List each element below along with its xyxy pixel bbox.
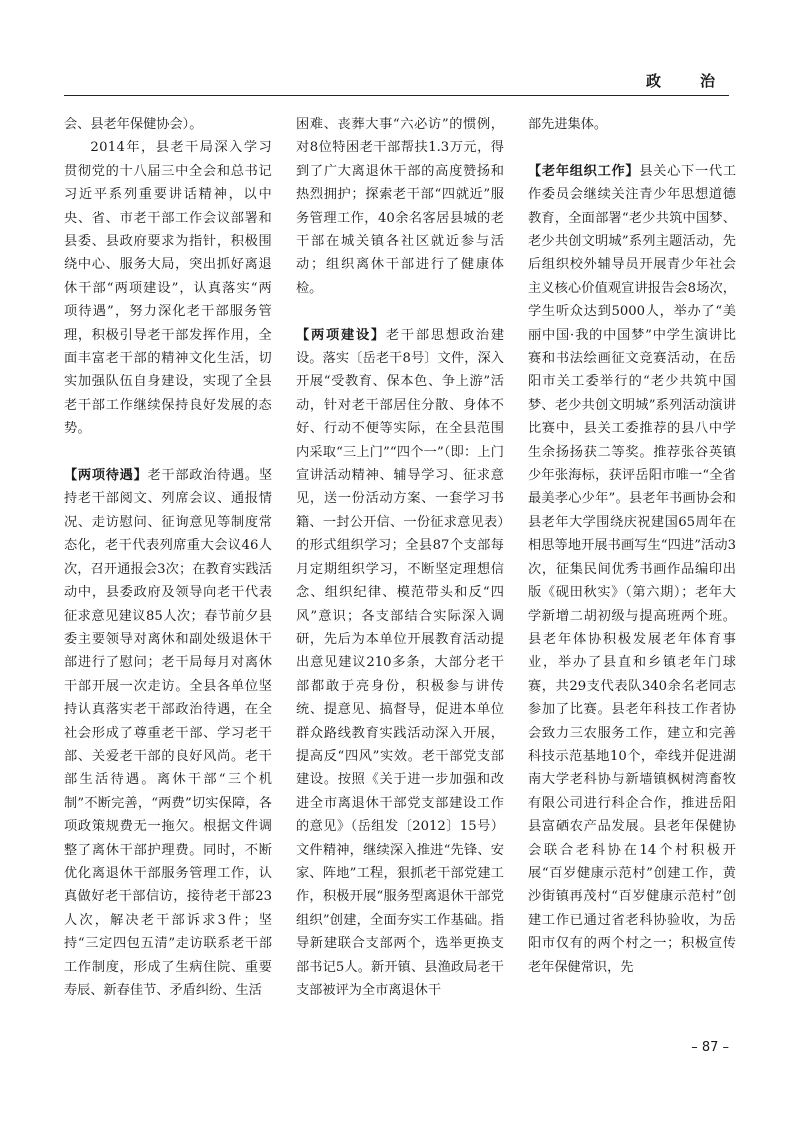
- section-body: 老干部政治待遇。坚持老干部阅文、列席会议、通报情况、走访慰问、征询意见等制度常态化，老干代表列席重大会议46人次，召开通报会3次；在教育实践活动中，县委政府及领导向老干代表征求意见建议85人次；春节前夕县委主要领导对离休和副处级退休干部进行了慰问；老干局每月对离休干部开展一次走访。全县各单位坚持认真落实老干部政治待遇，在全社会形成了尊重老干部、学习老干部、关爱老干部的良好风尚。老干部生活待遇。离休干部“三个机制”不断完善，“两费”切实保障，各项政策规费无一拖欠。根据文件调整了离休干部护理费。同时，不断优化离退休干部服务管理工作，认真做好老干部信访，接待老干部23人次，解决老干部诉求3件；坚持“三定四包五清”走访联系老干部工作制度，形成了生病住院、重要寿辰、新春佳节、矛盾纠纷、生活: [64, 468, 273, 999]
- section-heading: 【两项待遇】: [64, 468, 148, 484]
- intro-paragraph: 2014年，县老干局深入学习贯彻党的十八届三中全会和总书记习近平系列重要讲话精神，以中央、省、市老干部工作会议部署和县委、县政府要求为指针，积极围绕中心、服务大局，突出抓好离退休干部“两项建设”，认真落实“两项待遇”，努力深化老干部服务管理，积极引导老干部发挥作用，全面丰富老干部的精神文化生活，切实加强队伍自身建设，实现了全县老干部工作继续保持良好发展的态势。: [64, 140, 272, 437]
- section-body: 县关心下一代工作委员会继续关注青少年思想道德教育，全面部署“老少共筑中国梦、老少共创文明城”系列主题活动，先后组织校外辅导员开展青少年社会主义核心价值观宣讲报告会8场次，学生听众达到5000人，举办了“美丽中国·我的中国梦”中学生演讲比赛和书法绘画征文竞赛活动，在岳阳市关工委举行的“老少共筑中国梦、老少共创文明城”系列活动演讲比赛中，县关工委推荐的县八中学生余扬扬获二等奖。推荐张谷英镇少年张海标，获评岳阳市唯一“全省最美孝心少年”。县老年书画协会和县老年大学围绕庆祝建国65周年在相思等地开展书画写生“四进”活动3次，征集民间优秀书画作品编印出版《砚田秋实》（第六期）；老年大学新增二胡初级与提高班两个班。县老年体协积极发展老年体育事业，举办了县直和乡镇老年门球赛，共29支代表队340余名老同志参加了比赛。县老年科技工作者协会致力三农服务工作，建立和完善科技示范基地10个，牵线并促进湖南大学老科协与新墙镇枫树湾畜牧有限公司进行科企合作，推进岳阳县富硒农产品发展。县老年保健协会联合老科协在14个村积极开展“百岁健康示范村”创建工作，黄沙街镇再茂村“百岁健康示范村”创建工作已通过省老科协验收，为岳阳市仅有的两个村之一；积极宣传老年保健常识，先: [528, 163, 737, 975]
- column-left: [64, 113, 272, 1002]
- section-two-constructions: [296, 324, 504, 1003]
- paragraph: 部先进集体。: [528, 117, 608, 132]
- page-number: – 87 –: [691, 1040, 729, 1055]
- header-divider: [64, 95, 729, 96]
- paragraph: 困难、丧葬大事“六必访”的惯例，对8位特困老干部帮扶1.3万元，得到了广大离退休干部的高度赞扬和热烈拥护；探索老干部“四就近”服务管理工作，40余名客居县城的老干部在城关镇各社区就近参与活动；组织离休干部进行了健康体检。: [296, 117, 504, 296]
- column-right: [528, 113, 736, 979]
- section-heading: 【老年组织工作】: [528, 163, 640, 179]
- running-header-title: 政 治: [645, 72, 727, 90]
- section-two-treatments: [64, 464, 272, 1002]
- column-middle: [296, 113, 504, 1002]
- section-heading: 【两项建设】: [296, 327, 386, 343]
- paragraph: 会、县老年保健协会）。: [64, 117, 203, 132]
- section-body: 老干部思想政治建设。落实〔岳老干8号〕文件，深入开展“受教育、保本色、争上游”活动，针对老干部居住分散、身体不好、行动不便等实际，在全县范围内采取“三上门”“四个一”（即：上门宣讲活动精神、辅导学习、征求意见，送一份活动方案、一套学习书籍、一封公开信、一份征求意见表）的形式组织学习；全县87个支部每月定期组织学习，不断坚定理想信念、组织纪律、模范带头和反“四风”意识；各支部结合实际深入调研，先后为本单位开展教育活动提出意见建议210多条，大部分老干部都敢于亮身份，积极参与讲传统、提意见、搞督导，促进本单位群众路线教育实践活动深入开展，提高反“四风”实效。老干部党支部建设。按照《关于进一步加强和改进全市离退休干部党支部建设工作的意见》（岳组发〔2012〕15号）文件精神，继续深入推进“先锋、安家、阵地”工程，狠抓老干部党建工作，积极开展“服务型离退休干部党组织”创建，全面夯实工作基础。指导新建联合支部两个，选举更换支部书记5人。新开镇、县渔政局老干支部被评为全市离退休干: [296, 327, 505, 999]
- section-elderly-organizations: [528, 160, 736, 979]
